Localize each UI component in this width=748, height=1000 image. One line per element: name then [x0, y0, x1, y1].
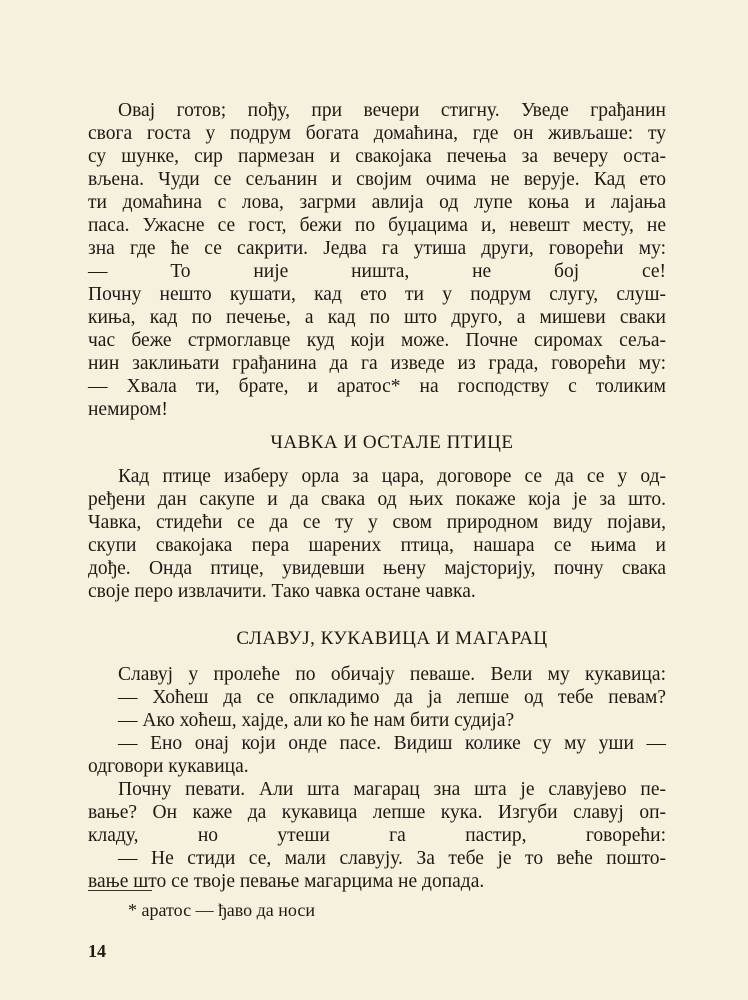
text-line: Почну нешто кушати, кад ето ти у подрум слугу, слуш- — [88, 284, 666, 305]
text-line: вање што се твоје певање магарцима не допада. — [88, 871, 485, 892]
text-line: паса. Ужасне се гост, бежи по буџацима и, невешт месту, не — [88, 215, 666, 236]
text-line: ти домаћина с лова, загрми авлија од лупе коња и лајања — [88, 192, 666, 213]
text-line: — Хоћеш да се опкладимо да ја лепше од тебе певам? — [118, 687, 666, 708]
text-line: нин заклињати грађанина да га изведе из града, говорећи му: — [88, 353, 666, 374]
text-line: — Ако хоћеш, хајде, али ко ће нам бити судија? — [118, 710, 515, 731]
text-line: свога госта у подрум богата домаћина, где он живљаше: ту — [88, 123, 666, 144]
text-line: — Хвала ти, брате, и аратос* на господству с толиким — [88, 376, 666, 397]
text-line: вање? Он каже да кукавица лепше кука. Изгуби славуј оп- — [88, 802, 666, 823]
text-line: кладу, но утеши га пастир, говорећи: — [88, 825, 666, 846]
text-line: скупи свакојака пера шарених птица, нашара се њима и — [88, 535, 666, 556]
text-line: одговори кукавица. — [88, 756, 249, 777]
text-line: ређени дан сакупе и да свака од њих покаже која је за што. — [88, 489, 666, 510]
text-line: дође. Онда птице, увидевши њену мајсторију, почну свака — [88, 558, 666, 579]
section-heading: ЧАВКА И ОСТАЛЕ ПТИЦЕ — [270, 432, 514, 453]
text-line: киња, кад по печење, а кад по што друго, а мишеви сваки — [88, 307, 666, 328]
paragraph-block-2 — [88, 465, 666, 603]
footnote-divider — [88, 890, 152, 891]
text-line: Чавка, стидећи се да се ту у свом природном виду појави, — [88, 512, 666, 533]
text-line: Овај готов; пођу, при вечери стигну. Уведе грађанин — [118, 100, 666, 121]
text-line: — Не стиди се, мали славују. За тебе је то веће пошто- — [118, 848, 666, 869]
paragraph-block-1 — [88, 99, 666, 421]
text-line: Славуј у пролеће по обичају певаше. Вели му кукавица: — [118, 664, 666, 685]
page-number: 14 — [88, 941, 106, 961]
text-line: — То није ништа, не бој се! — [88, 261, 666, 282]
text-line: — Ено онај који онде пасе. Видиш колике су му уши — — [118, 733, 666, 754]
section-heading: СЛАВУЈ, КУКАВИЦА И МАГАРАЦ — [236, 628, 548, 649]
text-line: немиром! — [88, 399, 168, 420]
text-line: Почну певати. Али шта магарац зна шта је славујево пе- — [118, 779, 666, 800]
text-line: су шунке, сир пармезан и свакојака печења за вечеру оста- — [88, 146, 666, 167]
paragraph-block-3 — [88, 663, 666, 893]
text-line: своје перо извлачити. Тако чавка остане чавка. — [88, 581, 476, 602]
text-line: зна где ће се сакрити. Једва га утиша други, говорећи му: — [88, 238, 666, 259]
text-line: Кад птице изаберу орла за цара, договоре се да се у од- — [118, 466, 666, 487]
text-line: час беже стрмоглавце куд који може. Почне сиромах сеља- — [88, 330, 666, 351]
footnote: * аратос — ђаво да носи — [128, 900, 315, 920]
text-line: вљена. Чуди се сељанин и својим очима не верује. Кад ето — [88, 169, 666, 190]
